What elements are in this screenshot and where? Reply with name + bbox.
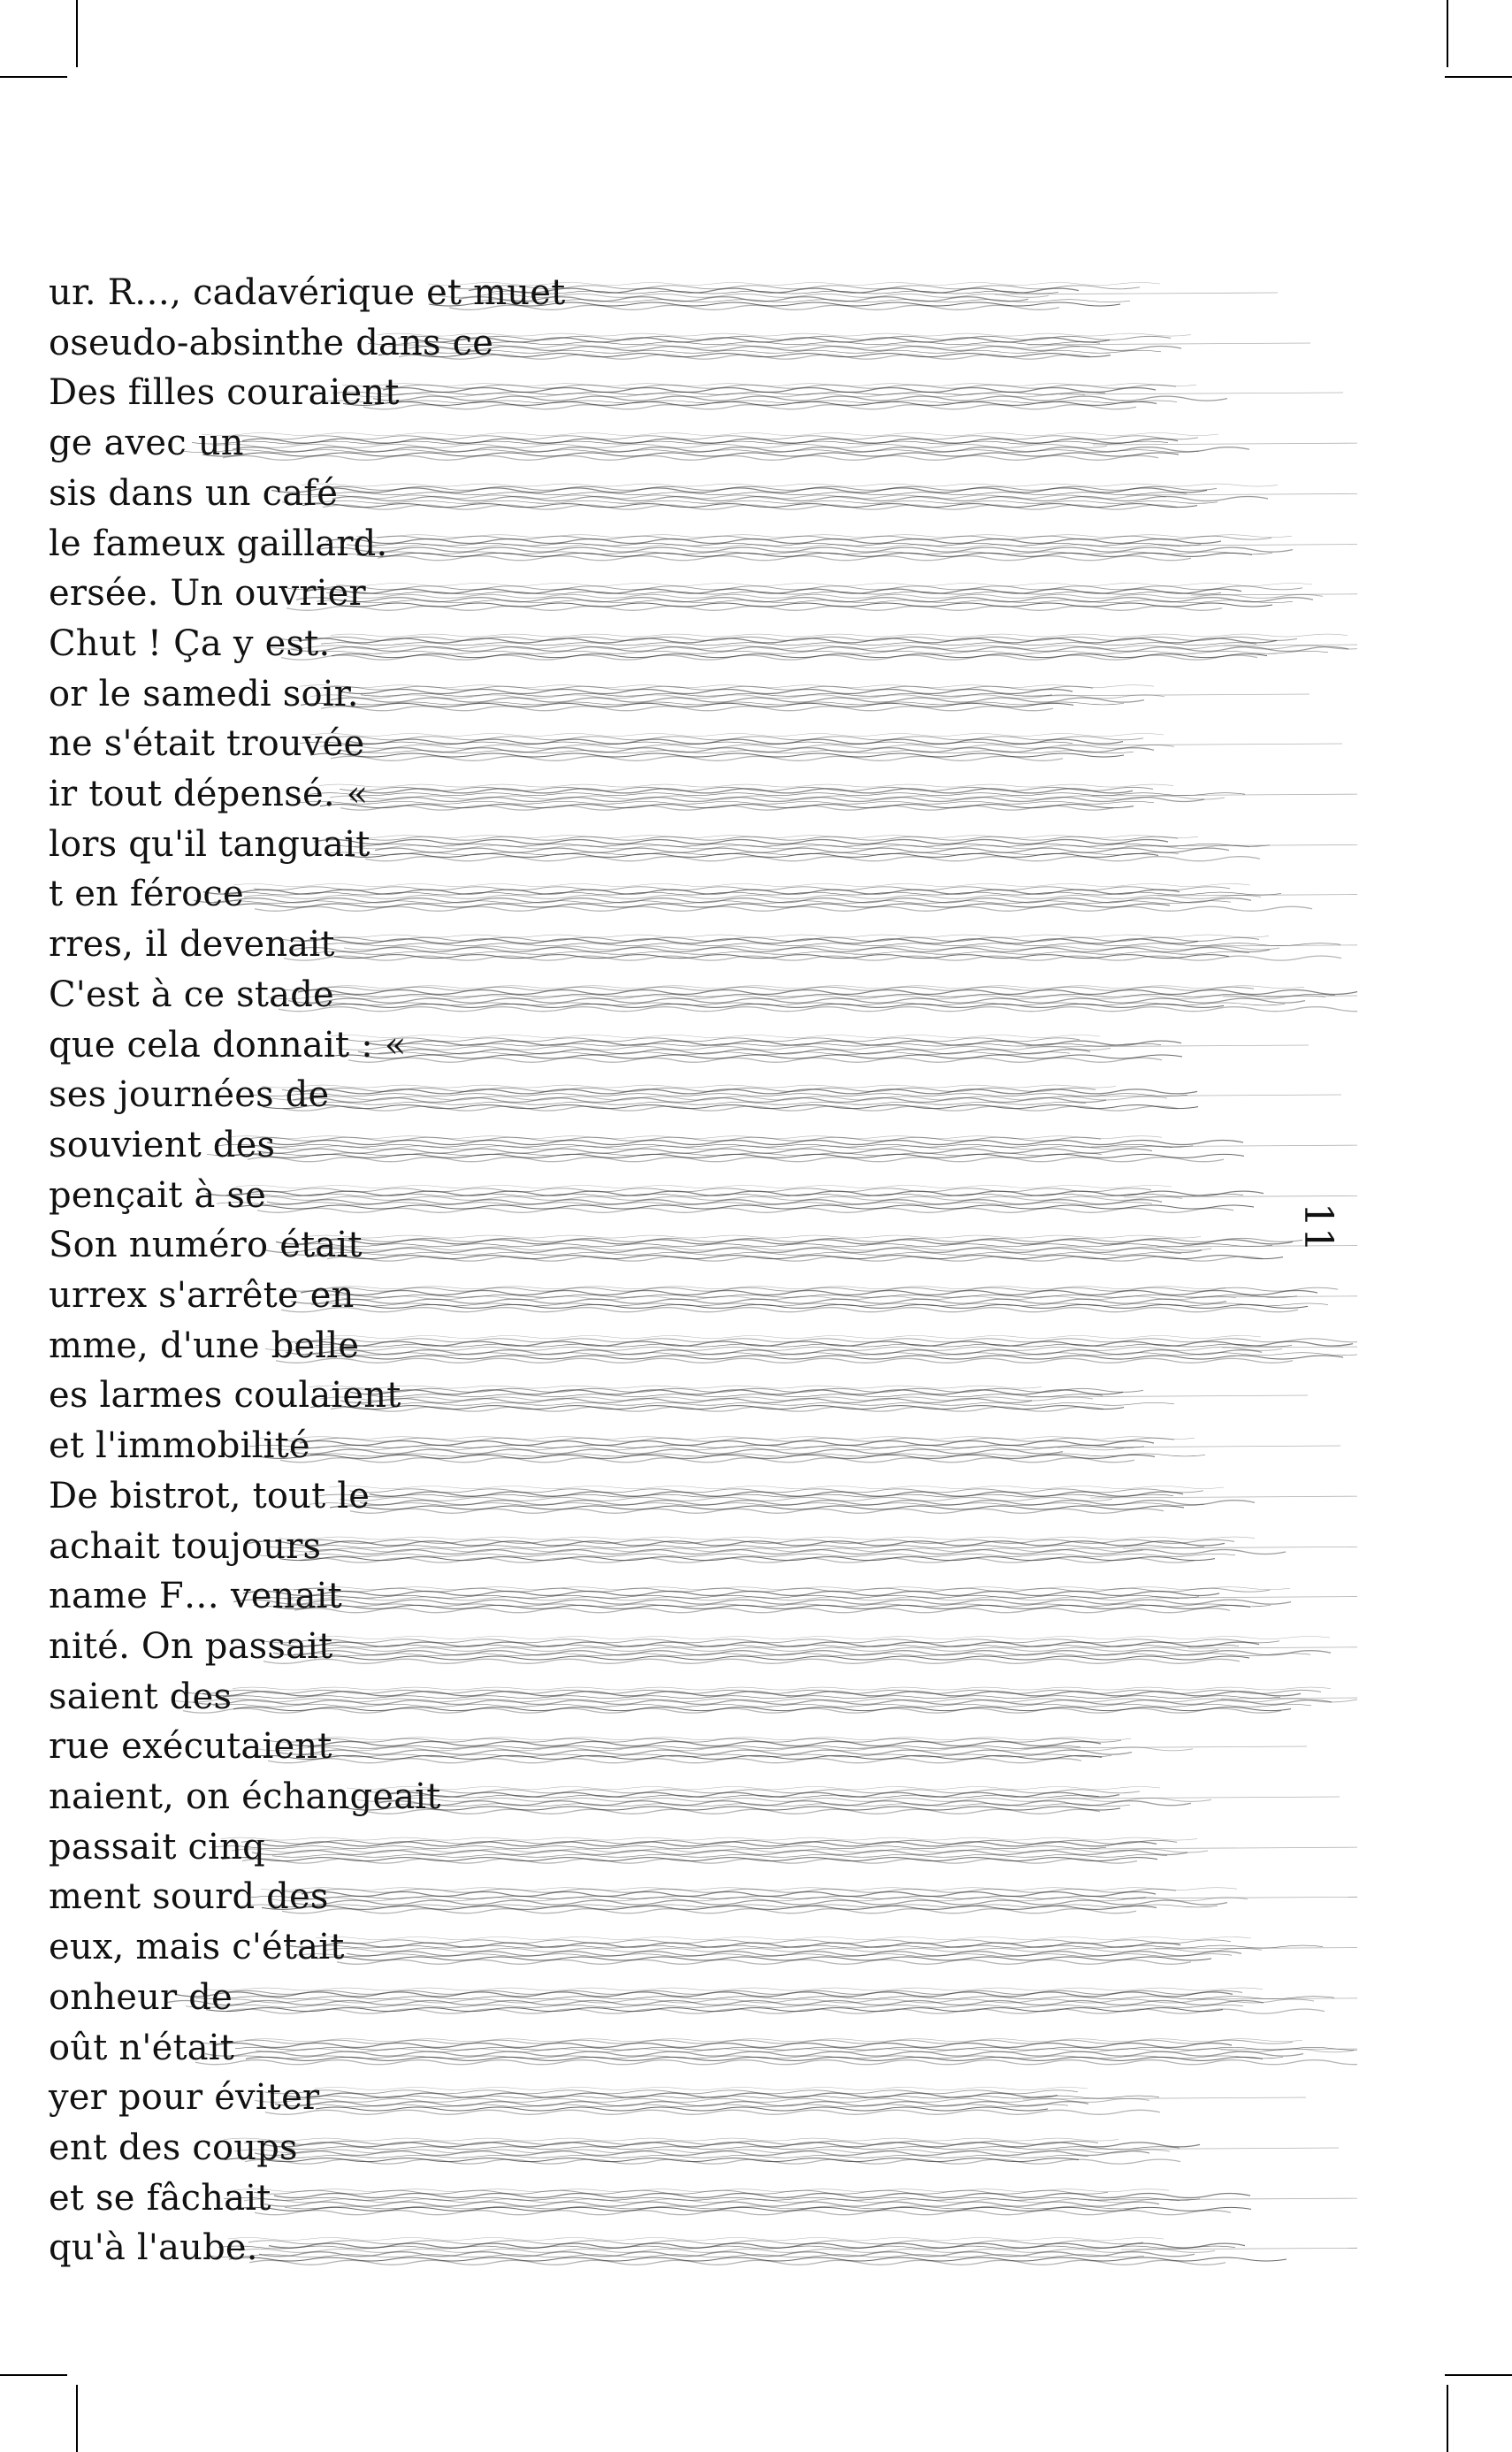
text-line <box>49 970 1357 1020</box>
text-line <box>49 1522 1357 1571</box>
crop-mark-bottom-right-vertical <box>1447 2385 1448 2452</box>
text-line <box>49 1271 1357 1320</box>
text-line-visible-words: ur. R…, cadavérique et muet <box>49 272 566 313</box>
text-line <box>49 2223 1357 2272</box>
text-line-visible-words: ersée. Un ouvrier <box>49 573 366 615</box>
text-line <box>49 1672 1357 1722</box>
text-line-visible-words: sis dans un café <box>49 472 339 514</box>
text-line-visible-words: es larmes coulaient <box>49 1375 401 1417</box>
text-line-visible-words: t en féroce <box>49 874 244 915</box>
crop-mark-bottom-left-horizontal <box>0 2374 67 2376</box>
text-line-visible-words: De bistrot, tout le <box>49 1475 370 1516</box>
text-line <box>49 1371 1357 1420</box>
text-line-visible-words: Son numéro était <box>49 1225 363 1266</box>
text-line <box>49 469 1357 518</box>
text-line <box>49 820 1357 869</box>
ink-smear <box>49 1672 1357 1722</box>
text-line <box>49 268 1357 317</box>
text-line-visible-words: Chut ! Ça y est. <box>49 623 331 664</box>
text-line <box>49 1020 1357 1070</box>
text-line <box>49 1772 1357 1822</box>
text-line-visible-words: naient, on échangeait <box>49 1776 441 1817</box>
text-line-visible-words: or le samedi soir. <box>49 673 359 714</box>
crop-mark-top-right-horizontal <box>1445 76 1512 78</box>
text-line <box>49 2123 1357 2173</box>
text-line-visible-words: nité. On passait <box>49 1625 333 1667</box>
text-line <box>49 2073 1357 2122</box>
text-line <box>49 519 1357 569</box>
text-line <box>49 418 1357 468</box>
text-line-visible-words: passait cinq <box>49 1826 265 1868</box>
crop-mark-bottom-right-horizontal <box>1445 2374 1512 2376</box>
text-line <box>49 368 1357 417</box>
text-line-visible-words: ment sourd des <box>49 1876 329 1918</box>
text-line-visible-words: rres, il devenait <box>49 924 335 966</box>
text-line <box>49 1722 1357 1771</box>
text-line-visible-words: qu'à l'aube. <box>49 2227 258 2269</box>
text-line-visible-words: que cela donnait : « <box>49 1024 407 1066</box>
text-line-visible-words: pençait à se <box>49 1174 267 1216</box>
text-line-visible-words: ge avec un <box>49 423 244 464</box>
text-line <box>49 318 1357 368</box>
text-line <box>49 869 1357 919</box>
text-line <box>49 1622 1357 1671</box>
text-line <box>49 1220 1357 1270</box>
text-line <box>49 1822 1357 1872</box>
crop-mark-top-left-horizontal <box>0 76 67 78</box>
ink-smear <box>49 2023 1357 2073</box>
text-line <box>49 920 1357 969</box>
text-line <box>49 569 1357 618</box>
text-line-visible-words: et l'immobilité <box>49 1425 310 1467</box>
text-line <box>49 769 1357 819</box>
text-line-visible-words: ne s'était trouvée <box>49 723 365 765</box>
page-number: 11 <box>1295 1203 1340 1252</box>
text-line-visible-words: yer pour éviter <box>49 2077 320 2119</box>
crop-mark-bottom-left-vertical <box>76 2385 78 2452</box>
text-line-visible-words: lors qu'il tanguait <box>49 823 370 865</box>
text-line <box>49 669 1357 719</box>
text-line-visible-words: et se fâchait <box>49 2177 271 2219</box>
text-line <box>49 1120 1357 1170</box>
text-line-visible-words: eux, mais c'était <box>49 1927 345 1968</box>
crop-mark-top-left-vertical <box>76 0 78 67</box>
text-line-visible-words: saient des <box>49 1676 233 1717</box>
ink-smear <box>49 869 1357 919</box>
text-line-visible-words: ent des coups <box>49 2127 298 2168</box>
text-line-visible-words: ses journées de <box>49 1074 330 1116</box>
text-line <box>49 1421 1357 1470</box>
text-line-visible-words: rue exécutaient <box>49 1726 332 1768</box>
text-line-visible-words: oût n'était <box>49 2027 235 2068</box>
text-line <box>49 1973 1357 2022</box>
text-line-visible-words: mme, d'une belle <box>49 1325 360 1366</box>
text-line-visible-words: name F… venait <box>49 1576 342 1617</box>
text-line-visible-words: souvient des <box>49 1124 276 1165</box>
text-line-visible-words: achait toujours <box>49 1525 322 1567</box>
smeared-text-block <box>49 268 1375 2269</box>
text-line-visible-words: oseudo-absinthe dans ce <box>49 322 494 363</box>
ink-smear <box>49 1973 1357 2022</box>
text-line <box>49 1171 1357 1220</box>
text-line <box>49 619 1357 668</box>
text-line <box>49 719 1357 768</box>
text-line <box>49 1321 1357 1371</box>
text-line-visible-words: Des filles couraient <box>49 372 400 414</box>
text-line <box>49 1571 1357 1621</box>
text-line <box>49 2173 1357 2223</box>
text-line-visible-words: ir tout dépensé. « <box>49 774 369 814</box>
text-line <box>49 1922 1357 1972</box>
text-line <box>49 1471 1357 1521</box>
text-line <box>49 1872 1357 1921</box>
text-line-visible-words: urrex s'arrête en <box>49 1275 355 1316</box>
text-line <box>49 1070 1357 1119</box>
text-line <box>49 2023 1357 2073</box>
text-line-visible-words: le fameux gaillard. <box>49 523 388 564</box>
text-line-visible-words: C'est à ce stade <box>49 974 334 1015</box>
crop-mark-top-right-vertical <box>1447 0 1448 67</box>
ink-smear <box>49 418 1357 468</box>
text-line-visible-words: onheur de <box>49 1976 233 2018</box>
